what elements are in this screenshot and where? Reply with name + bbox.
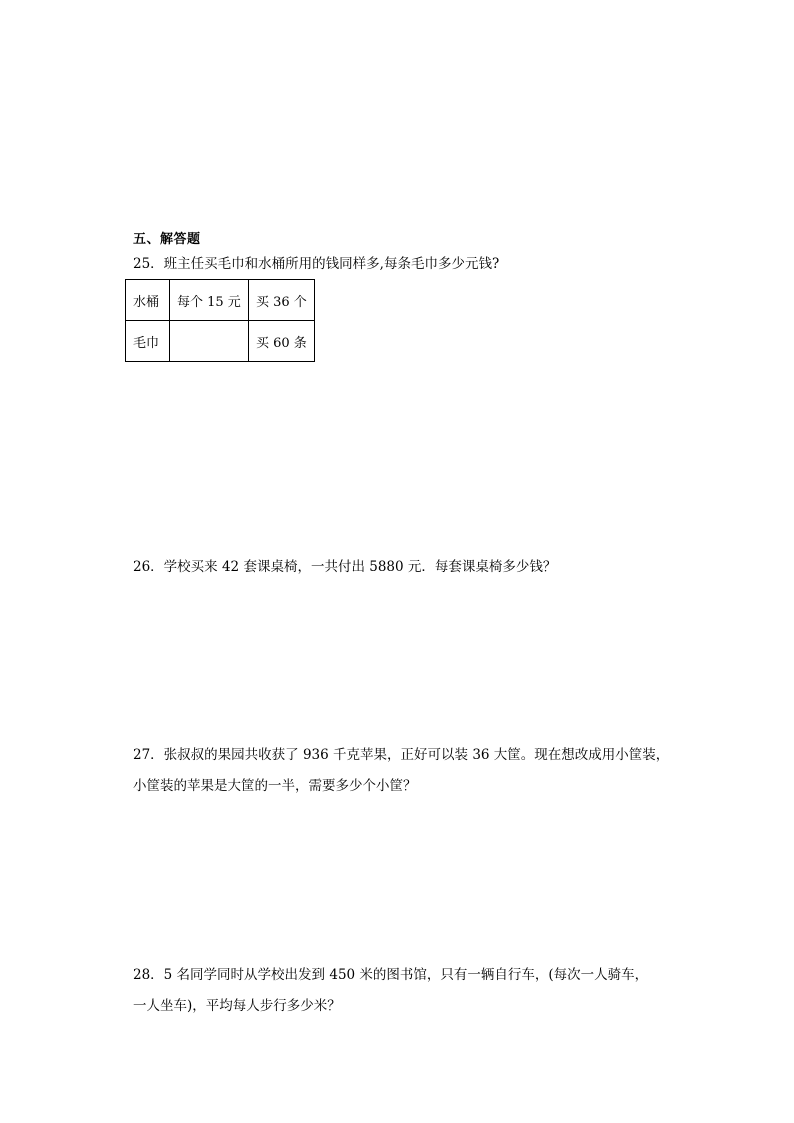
table-cell-unit-price: 每个 15 元 <box>170 280 249 321</box>
question-28-text-line-1: 28．5 名同学同时从学校出发到 450 米的图书馆，只有一辆自行车，(每次一人骑车， <box>133 967 649 983</box>
table-cell-item: 水桶 <box>126 280 170 321</box>
question-26-text: 26．学校买来 42 套课桌椅，一共付出 5880 元．每套课桌椅多少钱？ <box>133 559 557 575</box>
table-cell-unit-price <box>170 321 249 362</box>
section-heading: 五、解答题 <box>133 232 201 247</box>
question-28-text-line-2: 一人坐车)，平均每人步行多少米？ <box>133 998 341 1014</box>
table-cell-quantity: 买 60 条 <box>249 321 315 362</box>
price-table <box>125 279 315 362</box>
table-cell-item: 毛巾 <box>126 321 170 362</box>
table-cell-quantity: 买 36 个 <box>249 280 315 321</box>
question-27-text-line-2: 小筐装的苹果是大筐的一半，需要多少个小筐？ <box>133 778 417 794</box>
table-row <box>126 280 315 321</box>
table-row <box>126 321 315 362</box>
question-27-text-line-1: 27．张叔叔的果园共收获了 936 千克苹果，正好可以装 36 大筐。现在想改成用小筐装， <box>133 747 670 763</box>
question-25-text: 25．班主任买毛巾和水桶所用的钱同样多,每条毛巾多少元钱? <box>133 256 500 272</box>
